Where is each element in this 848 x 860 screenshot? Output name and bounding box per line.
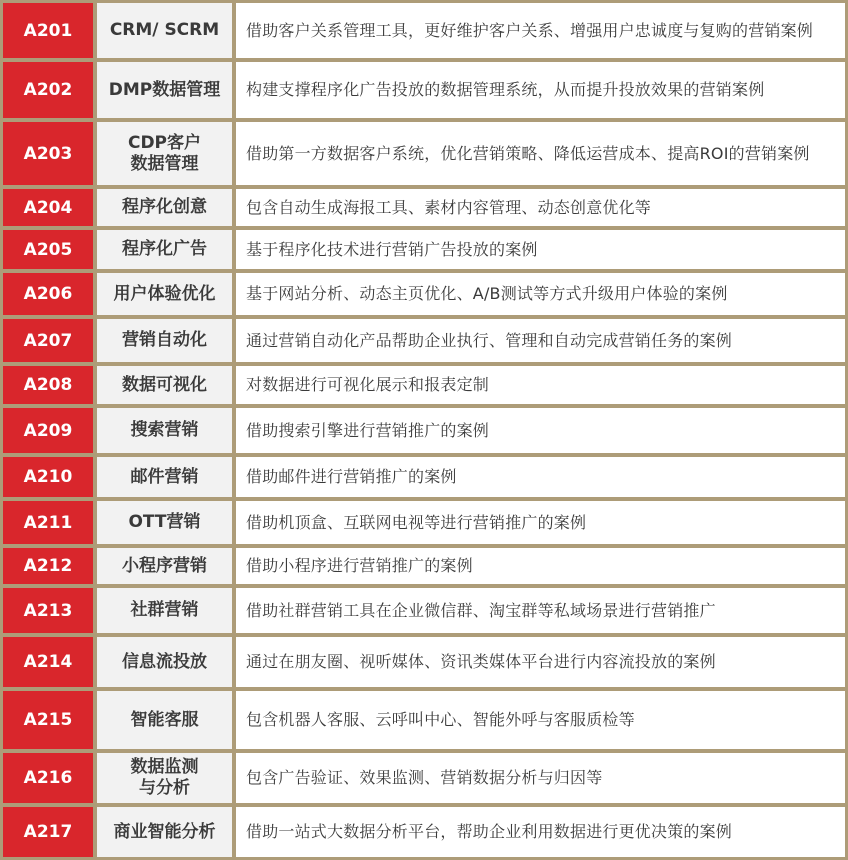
table-row bbox=[0, 753, 848, 803]
category-code: A206 bbox=[3, 273, 93, 315]
category-name: 用户体验优化 bbox=[97, 273, 232, 315]
category-code: A210 bbox=[3, 457, 93, 497]
table-row bbox=[0, 588, 848, 633]
table-row bbox=[0, 408, 848, 453]
category-description: 借助机顶盒、互联网电视等进行营销推广的案例 bbox=[236, 501, 845, 544]
table-row bbox=[0, 319, 848, 362]
category-name: 商业智能分析 bbox=[97, 807, 232, 857]
table-row bbox=[0, 501, 848, 544]
category-description: 借助小程序进行营销推广的案例 bbox=[236, 548, 845, 584]
table-row bbox=[0, 230, 848, 269]
category-code: A207 bbox=[3, 319, 93, 362]
category-name: 搜索营销 bbox=[97, 408, 232, 453]
category-code: A204 bbox=[3, 189, 93, 226]
category-name: 程序化创意 bbox=[97, 189, 232, 226]
category-description: 借助客户关系管理工具，更好维护客户关系、增强用户忠诚度与复购的营销案例 bbox=[236, 3, 845, 58]
category-name: 数据可视化 bbox=[97, 366, 232, 404]
category-description: 借助邮件进行营销推广的案例 bbox=[236, 457, 845, 497]
category-name: CRM/ SCRM bbox=[97, 3, 232, 58]
category-name: CDP客户 数据管理 bbox=[97, 122, 232, 185]
category-code: A216 bbox=[3, 753, 93, 803]
category-code: A209 bbox=[3, 408, 93, 453]
category-description: 构建支撑程序化广告投放的数据管理系统，从而提升投放效果的营销案例 bbox=[236, 62, 845, 118]
table-row bbox=[0, 637, 848, 687]
category-code: A214 bbox=[3, 637, 93, 687]
category-name: OTT营销 bbox=[97, 501, 232, 544]
category-code: A208 bbox=[3, 366, 93, 404]
category-description: 借助第一方数据客户系统，优化营销策略、降低运营成本、提高ROI的营销案例 bbox=[236, 122, 845, 185]
category-code: A201 bbox=[3, 3, 93, 58]
category-code: A215 bbox=[3, 691, 93, 749]
category-description: 基于网站分析、动态主页优化、A/B测试等方式升级用户体验的案例 bbox=[236, 273, 845, 315]
table-row bbox=[0, 62, 848, 118]
category-name: DMP数据管理 bbox=[97, 62, 232, 118]
category-code: A217 bbox=[3, 807, 93, 857]
category-name: 程序化广告 bbox=[97, 230, 232, 269]
category-description: 借助社群营销工具在企业微信群、淘宝群等私域场景进行营销推广 bbox=[236, 588, 845, 633]
category-description: 借助一站式大数据分析平台，帮助企业利用数据进行更优决策的案例 bbox=[236, 807, 845, 857]
category-description: 包含机器人客服、云呼叫中心、智能外呼与客服质检等 bbox=[236, 691, 845, 749]
category-description: 通过在朋友圈、视听媒体、资讯类媒体平台进行内容流投放的案例 bbox=[236, 637, 845, 687]
category-code: A211 bbox=[3, 501, 93, 544]
table-row bbox=[0, 122, 848, 185]
table-row bbox=[0, 189, 848, 226]
table-row bbox=[0, 273, 848, 315]
category-code: A213 bbox=[3, 588, 93, 633]
table-row bbox=[0, 548, 848, 584]
category-description: 通过营销自动化产品帮助企业执行、管理和自动完成营销任务的案例 bbox=[236, 319, 845, 362]
category-name: 智能客服 bbox=[97, 691, 232, 749]
category-code: A203 bbox=[3, 122, 93, 185]
category-name: 数据监测 与分析 bbox=[97, 753, 232, 803]
category-name: 邮件营销 bbox=[97, 457, 232, 497]
table-row bbox=[0, 3, 848, 58]
category-code: A205 bbox=[3, 230, 93, 269]
category-name: 小程序营销 bbox=[97, 548, 232, 584]
category-description: 包含自动生成海报工具、素材内容管理、动态创意优化等 bbox=[236, 189, 845, 226]
category-code: A212 bbox=[3, 548, 93, 584]
category-description: 对数据进行可视化展示和报表定制 bbox=[236, 366, 845, 404]
category-name: 营销自动化 bbox=[97, 319, 232, 362]
table-row bbox=[0, 366, 848, 404]
table-row bbox=[0, 457, 848, 497]
category-name: 信息流投放 bbox=[97, 637, 232, 687]
category-description: 基于程序化技术进行营销广告投放的案例 bbox=[236, 230, 845, 269]
category-name: 社群营销 bbox=[97, 588, 232, 633]
category-code: A202 bbox=[3, 62, 93, 118]
category-description: 借助搜索引擎进行营销推广的案例 bbox=[236, 408, 845, 453]
table-row bbox=[0, 691, 848, 749]
category-description: 包含广告验证、效果监测、营销数据分析与归因等 bbox=[236, 753, 845, 803]
table-row bbox=[0, 807, 848, 857]
